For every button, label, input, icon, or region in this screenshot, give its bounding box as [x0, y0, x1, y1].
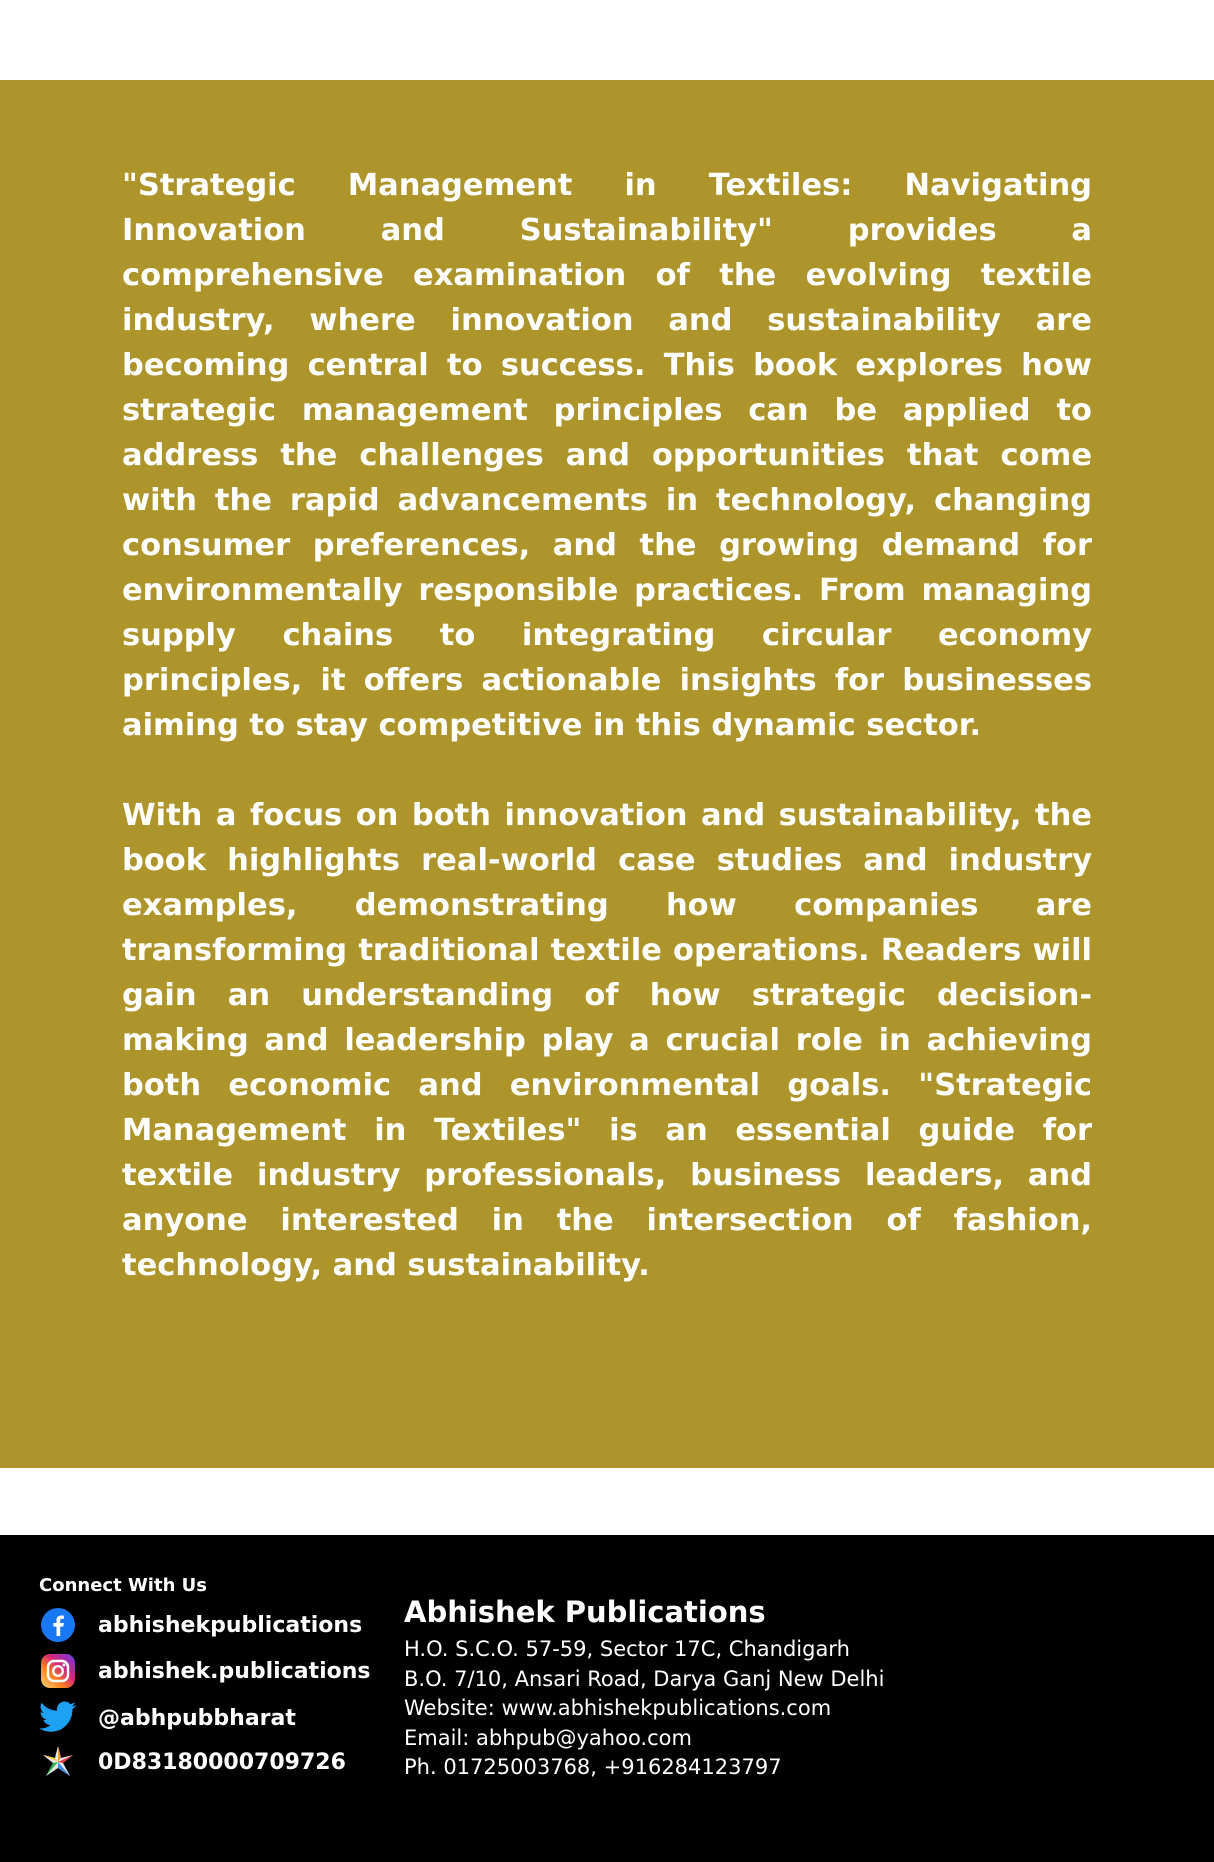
- twitter-handle: @abhpubbharat: [98, 1705, 296, 1731]
- book-blurb: [122, 163, 1092, 1288]
- twitter-icon: [38, 1698, 78, 1738]
- blurb-paragraph-1: "Strategic Management in Textiles: Navigating Innovation and Sustainability" provides a comprehensive examination of the evolving textile industry, where innovation and sustainability are becoming central to success. This book explores how strategic management principles can be applied to address the challenges and opportunities that come with the rapid advancements in technology, changing consumer preferences, and the growing demand for environmentally responsible practices. From managing supply chains to integrating circular economy principles, it offers actionable insights for businesses aiming to stay competitive in this dynamic sector.: [122, 168, 1092, 743]
- head-office-address: H.O. S.C.O. 57-59, Sector 17C, Chandigarh: [404, 1637, 850, 1661]
- instagram-handle: abhishek.publications: [98, 1658, 371, 1684]
- star-logo-icon: [38, 1742, 78, 1782]
- publisher-info: [404, 1595, 1164, 1783]
- instagram-icon: [38, 1651, 78, 1691]
- social-id[interactable]: [38, 1742, 346, 1782]
- facebook-handle: abhishekpublications: [98, 1612, 363, 1638]
- blurb-paragraph-2: With a focus on both innovation and sustainability, the book highlights real-world case studies and industry examples, demonstrating how companies are transforming traditional textile operations. Readers will gain an understanding of how strategic decision-making and leadership play a crucial role in achieving both economic and environmental goals. "Strategic Management in Textiles" is an essential guide for textile industry professionals, business leaders, and anyone interested in the intersection of fashion, technology, and sustainability.: [122, 798, 1092, 1283]
- social-facebook[interactable]: [38, 1605, 362, 1645]
- social-instagram[interactable]: [38, 1651, 371, 1691]
- facebook-icon: [38, 1605, 78, 1645]
- publisher-name: Abhishek Publications: [404, 1595, 766, 1629]
- publisher-website: Website: www.abhishekpublications.com: [404, 1696, 832, 1720]
- separator-band: [0, 1468, 1214, 1535]
- publisher-phone: Ph. 01725003768, +916284123797: [404, 1755, 782, 1779]
- publisher-email: Email: abhpub@yahoo.com: [404, 1725, 692, 1750]
- connect-title: Connect With Us: [39, 1575, 207, 1596]
- social-twitter[interactable]: [38, 1698, 296, 1738]
- publisher-footer: [0, 1535, 1214, 1862]
- top-margin: [0, 0, 1214, 80]
- branch-office-address: B.O. 7/10, Ansari Road, Darya Ganj New Delhi: [404, 1666, 885, 1691]
- id-number: 0D83180000709726: [98, 1749, 346, 1775]
